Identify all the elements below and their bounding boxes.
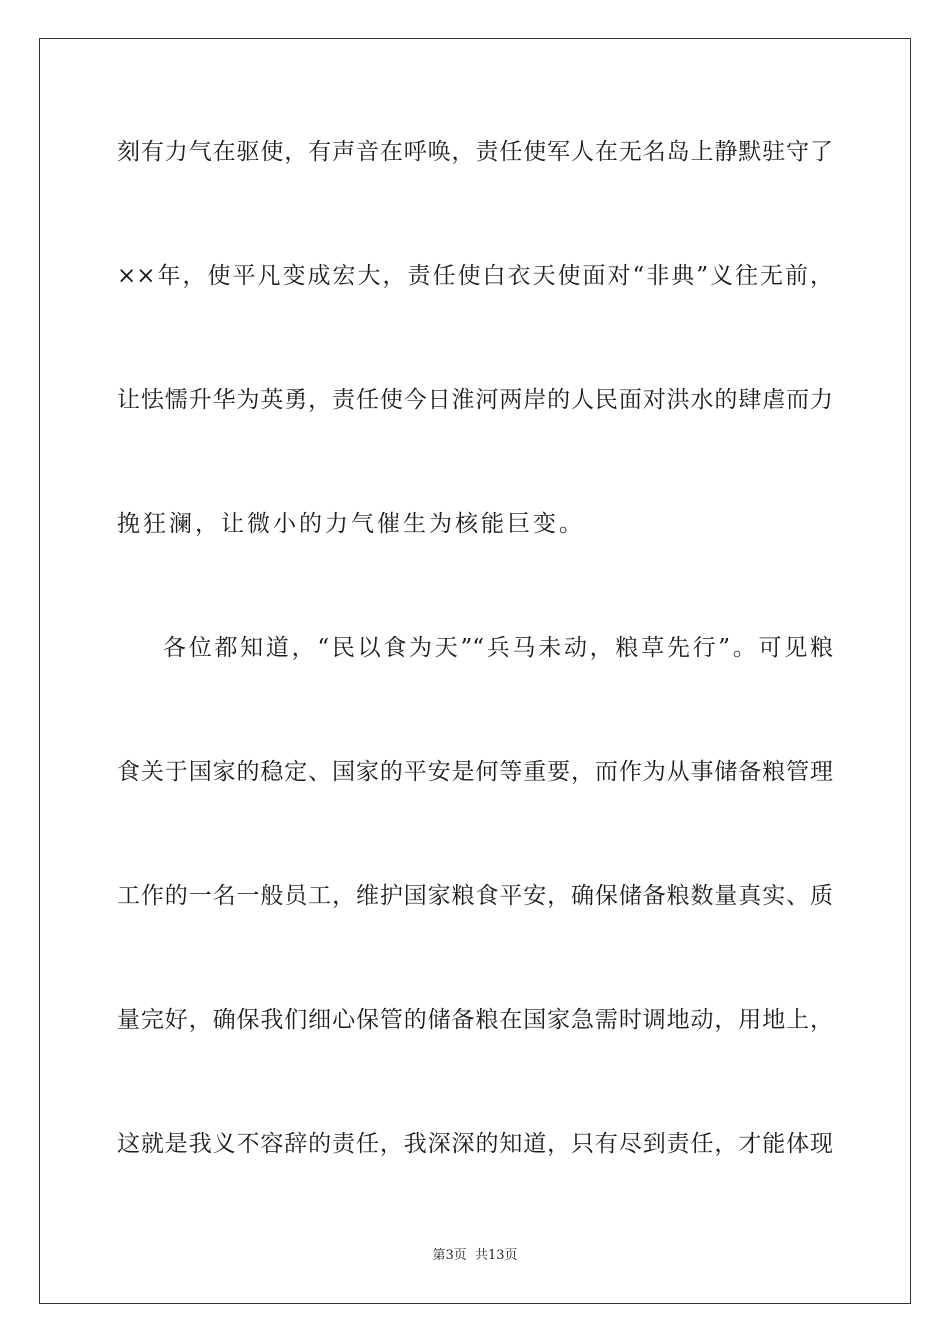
page-number: 第3页 (432, 1248, 467, 1263)
body-text-line: 让怯懦升华为英勇，责任使今日淮河两岸的人民面对洪水的肆虐而力 (117, 387, 833, 413)
page-border (39, 38, 911, 1304)
body-text-line: 刻有力气在驱使，有声音在呼唤，责任使军人在无名岛上静默驻守了 (117, 139, 833, 165)
paragraph-first-line: 各位都知道，“民以食为天”“兵马未动，粮草先行”。可见粮 (163, 635, 833, 661)
body-text-line: ××年，使平凡变成宏大，责任使白衣天使面对“非典”义往无前， (117, 263, 833, 289)
page-footer (0, 1248, 950, 1264)
body-text-line: 食关于国家的稳定、国家的平安是何等重要，而作为从事储备粮管理 (117, 759, 833, 785)
body-text-line: 这就是我义不容辞的责任，我深深的知道，只有尽到责任，才能体现 (117, 1131, 833, 1157)
body-text-line: 量完好，确保我们细心保管的储备粮在国家急需时调地动，用地上， (117, 1007, 833, 1033)
page-total: 共13页 (474, 1248, 518, 1263)
body-text-line: 工作的一名一般员工，维护国家粮食平安，确保储备粮数量真实、质 (117, 883, 833, 909)
body-text-line: 挽狂澜，让微小的力气催生为核能巨变。 (117, 511, 585, 537)
